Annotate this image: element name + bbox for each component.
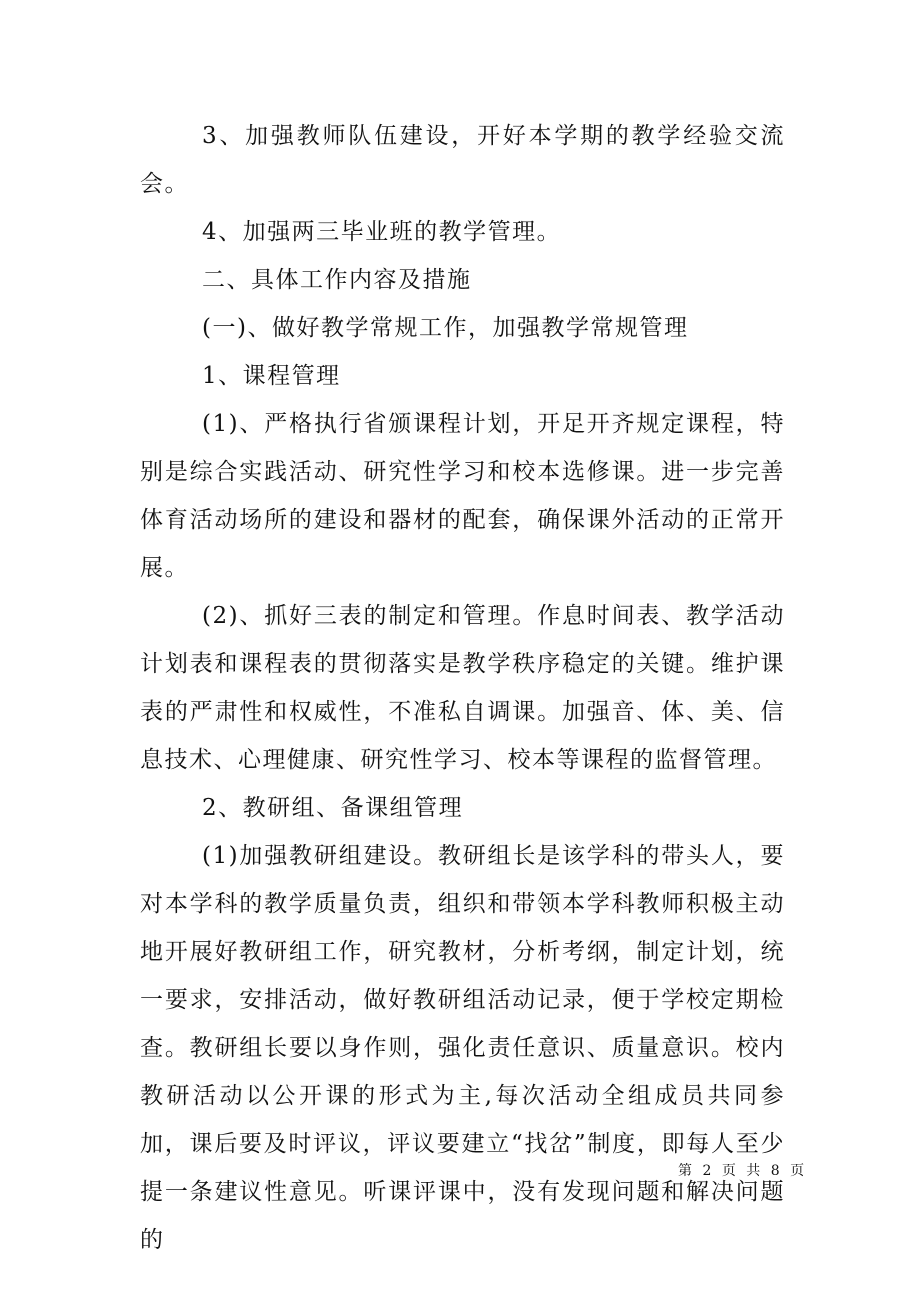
paragraph-1: 3、加强教师队伍建设，开好本学期的教学经验交流会。: [140, 123, 785, 197]
page-number-footer: [678, 1160, 808, 1180]
footer-total-label: 共: [746, 1163, 763, 1179]
subsection-heading: (一)、做好教学常规工作，加强教学常规管理: [202, 315, 689, 341]
footer-page-label: 页: [721, 1163, 738, 1179]
footer-suffix: 页: [790, 1163, 807, 1179]
item-heading-teaching-groups: 2、教研组、备课组管理: [202, 795, 464, 821]
section-heading: 二、具体工作内容及措施: [202, 267, 472, 293]
paragraph-2: 4、加强两三毕业班的教学管理。: [202, 219, 562, 245]
document-body: [140, 112, 785, 1264]
paragraph-teaching-research: (1)加强教研组建设。教研组长是该学科的带头人，要对本学科的教学质量负责，组织和带领本学科教师积极主动地开展好教研组工作，研究教材，分析考纲，制定计划，统一要求，安排活动，做好教研组活动记录，便于学校定期检查。教研组长要以身作则，强化责任意识、质量意识。校内教研活动以公开课的形式为主,每次活动全组成员共同参加，课后要及时评议，评议要建立“找岔”制度，即每人至少提一条建议性意见。听课评课中，没有发现问题和解决问题的: [140, 843, 785, 1253]
paragraph-three-tables: (2)、抓好三表的制定和管理。作息时间表、教学活动计划表和课程表的贯彻落实是教学秩序稳定的关键。维护课表的严肃性和权威性，不准私自调课。加强音、体、美、信息技术、心理健康、研究性学习、校本等课程的监督管理。: [140, 603, 785, 773]
paragraph-course-plan: (1)、严格执行省颁课程计划，开足开齐规定课程，特别是综合实践活动、研究性学习和校本选修课。进一步完善体育活动场所的建设和器材的配套，确保课外活动的正常开展。: [140, 411, 785, 581]
footer-prefix: 第: [678, 1163, 694, 1179]
footer-total-pages: 8: [770, 1163, 782, 1179]
item-heading-course-management: 1、课程管理: [202, 363, 341, 389]
footer-current-page: 2: [702, 1163, 714, 1179]
